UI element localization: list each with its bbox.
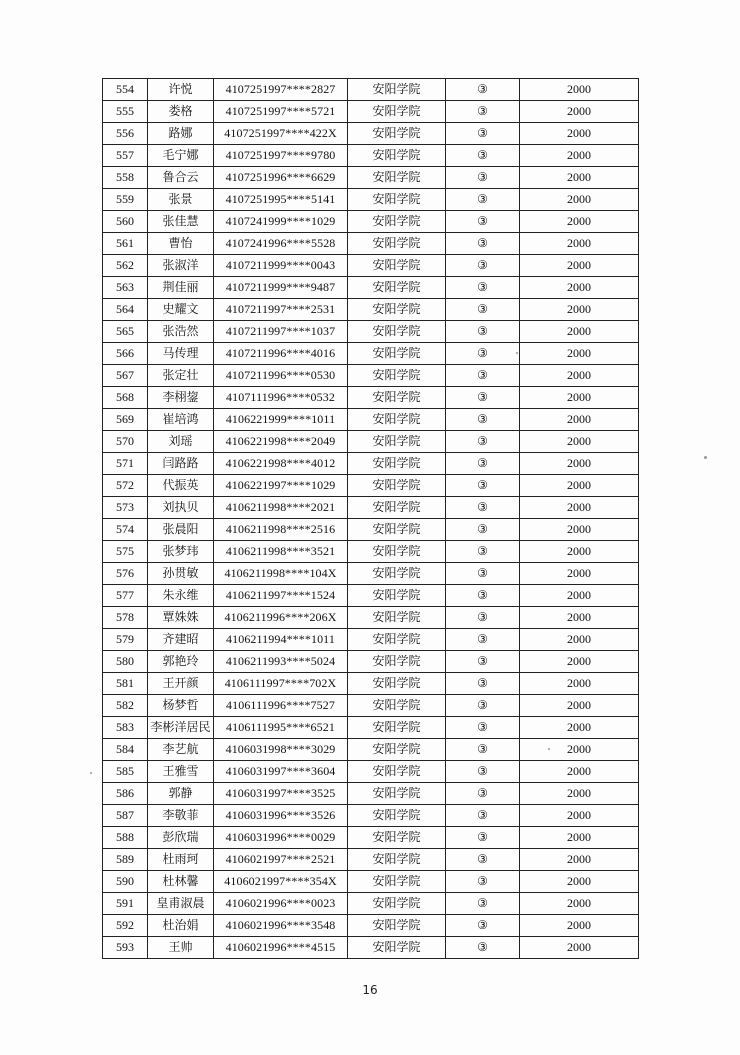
table-row bbox=[103, 189, 639, 211]
grade-level-cell: ③ bbox=[446, 805, 520, 827]
row-number-cell: 572 bbox=[103, 475, 148, 497]
amount-cell: 2000 bbox=[520, 409, 639, 431]
grade-level-cell: ③ bbox=[446, 651, 520, 673]
row-number-cell: 586 bbox=[103, 783, 148, 805]
student-name-cell: 崔培鸿 bbox=[148, 409, 214, 431]
grade-level-cell: ③ bbox=[446, 937, 520, 959]
table-row bbox=[103, 277, 639, 299]
row-number-cell: 569 bbox=[103, 409, 148, 431]
grade-level-cell: ③ bbox=[446, 695, 520, 717]
amount-cell: 2000 bbox=[520, 871, 639, 893]
table-row bbox=[103, 123, 639, 145]
id-number-cell: 4106221999****1011 bbox=[214, 409, 348, 431]
id-number-cell: 4106221997****1029 bbox=[214, 475, 348, 497]
school-cell: 安阳学院 bbox=[348, 717, 446, 739]
row-number-cell: 581 bbox=[103, 673, 148, 695]
grade-level-cell: ③ bbox=[446, 123, 520, 145]
student-name-cell: 史耀文 bbox=[148, 299, 214, 321]
grade-level-cell: ③ bbox=[446, 585, 520, 607]
grade-level-cell: ③ bbox=[446, 189, 520, 211]
grade-level-cell: ③ bbox=[446, 893, 520, 915]
id-number-cell: 4106031998****3029 bbox=[214, 739, 348, 761]
amount-cell: 2000 bbox=[520, 431, 639, 453]
row-number-cell: 578 bbox=[103, 607, 148, 629]
row-number-cell: 592 bbox=[103, 915, 148, 937]
id-number-cell: 4106111995****6521 bbox=[214, 717, 348, 739]
row-number-cell: 576 bbox=[103, 563, 148, 585]
table-row bbox=[103, 673, 639, 695]
amount-cell: 2000 bbox=[520, 717, 639, 739]
school-cell: 安阳学院 bbox=[348, 739, 446, 761]
grade-level-cell: ③ bbox=[446, 101, 520, 123]
id-number-cell: 4107211997****1037 bbox=[214, 321, 348, 343]
id-number-cell: 4107241996****5528 bbox=[214, 233, 348, 255]
id-number-cell: 4107241999****1029 bbox=[214, 211, 348, 233]
grade-level-cell: ③ bbox=[446, 519, 520, 541]
school-cell: 安阳学院 bbox=[348, 277, 446, 299]
amount-cell: 2000 bbox=[520, 827, 639, 849]
id-number-cell: 4107251997****5721 bbox=[214, 101, 348, 123]
school-cell: 安阳学院 bbox=[348, 761, 446, 783]
grade-level-cell: ③ bbox=[446, 79, 520, 101]
amount-cell: 2000 bbox=[520, 563, 639, 585]
row-number-cell: 562 bbox=[103, 255, 148, 277]
student-name-cell: 马传理 bbox=[148, 343, 214, 365]
row-number-cell: 561 bbox=[103, 233, 148, 255]
grade-level-cell: ③ bbox=[446, 761, 520, 783]
table-row bbox=[103, 321, 639, 343]
row-number-cell: 575 bbox=[103, 541, 148, 563]
row-number-cell: 587 bbox=[103, 805, 148, 827]
id-number-cell: 4106211994****1011 bbox=[214, 629, 348, 651]
row-number-cell: 567 bbox=[103, 365, 148, 387]
row-number-cell: 582 bbox=[103, 695, 148, 717]
table-row bbox=[103, 101, 639, 123]
amount-cell: 2000 bbox=[520, 739, 639, 761]
student-name-cell: 刘瑶 bbox=[148, 431, 214, 453]
amount-cell: 2000 bbox=[520, 321, 639, 343]
amount-cell: 2000 bbox=[520, 475, 639, 497]
table-row bbox=[103, 453, 639, 475]
table-row bbox=[103, 387, 639, 409]
row-number-cell: 584 bbox=[103, 739, 148, 761]
table-row bbox=[103, 717, 639, 739]
amount-cell: 2000 bbox=[520, 805, 639, 827]
row-number-cell: 571 bbox=[103, 453, 148, 475]
grade-level-cell: ③ bbox=[446, 629, 520, 651]
row-number-cell: 580 bbox=[103, 651, 148, 673]
school-cell: 安阳学院 bbox=[348, 101, 446, 123]
grade-level-cell: ③ bbox=[446, 783, 520, 805]
school-cell: 安阳学院 bbox=[348, 893, 446, 915]
amount-cell: 2000 bbox=[520, 211, 639, 233]
grade-level-cell: ③ bbox=[446, 277, 520, 299]
grade-level-cell: ③ bbox=[446, 871, 520, 893]
id-number-cell: 4107211997****2531 bbox=[214, 299, 348, 321]
grade-level-cell: ③ bbox=[446, 299, 520, 321]
student-name-cell: 张梦玮 bbox=[148, 541, 214, 563]
student-name-cell: 皇甫淑晨 bbox=[148, 893, 214, 915]
student-name-cell: 张景 bbox=[148, 189, 214, 211]
table-row bbox=[103, 629, 639, 651]
id-number-cell: 4107251997****9780 bbox=[214, 145, 348, 167]
student-name-cell: 杜林馨 bbox=[148, 871, 214, 893]
amount-cell: 2000 bbox=[520, 651, 639, 673]
school-cell: 安阳学院 bbox=[348, 145, 446, 167]
amount-cell: 2000 bbox=[520, 893, 639, 915]
scan-speck bbox=[90, 772, 92, 774]
row-number-cell: 591 bbox=[103, 893, 148, 915]
school-cell: 安阳学院 bbox=[348, 871, 446, 893]
id-number-cell: 4107111996****0532 bbox=[214, 387, 348, 409]
school-cell: 安阳学院 bbox=[348, 695, 446, 717]
grade-level-cell: ③ bbox=[446, 849, 520, 871]
row-number-cell: 568 bbox=[103, 387, 148, 409]
page-number: 16 bbox=[362, 983, 378, 997]
student-name-cell: 齐建昭 bbox=[148, 629, 214, 651]
id-number-cell: 4106021997****354X bbox=[214, 871, 348, 893]
row-number-cell: 560 bbox=[103, 211, 148, 233]
school-cell: 安阳学院 bbox=[348, 79, 446, 101]
amount-cell: 2000 bbox=[520, 79, 639, 101]
id-number-cell: 4107251996****6629 bbox=[214, 167, 348, 189]
amount-cell: 2000 bbox=[520, 497, 639, 519]
grade-level-cell: ③ bbox=[446, 541, 520, 563]
id-number-cell: 4106021996****4515 bbox=[214, 937, 348, 959]
table-row bbox=[103, 409, 639, 431]
id-number-cell: 4106221998****2049 bbox=[214, 431, 348, 453]
school-cell: 安阳学院 bbox=[348, 409, 446, 431]
grade-level-cell: ③ bbox=[446, 607, 520, 629]
table-row bbox=[103, 893, 639, 915]
id-number-cell: 4106031996****3526 bbox=[214, 805, 348, 827]
grade-level-cell: ③ bbox=[446, 409, 520, 431]
student-name-cell: 荆佳丽 bbox=[148, 277, 214, 299]
grade-level-cell: ③ bbox=[446, 255, 520, 277]
amount-cell: 2000 bbox=[520, 189, 639, 211]
student-name-cell: 张浩然 bbox=[148, 321, 214, 343]
school-cell: 安阳学院 bbox=[348, 343, 446, 365]
id-number-cell: 4107251997****2827 bbox=[214, 79, 348, 101]
grade-level-cell: ③ bbox=[446, 739, 520, 761]
grade-level-cell: ③ bbox=[446, 167, 520, 189]
id-number-cell: 4106211996****206X bbox=[214, 607, 348, 629]
table-row bbox=[103, 475, 639, 497]
table-row bbox=[103, 167, 639, 189]
student-name-cell: 郭艳玲 bbox=[148, 651, 214, 673]
id-number-cell: 4106221998****4012 bbox=[214, 453, 348, 475]
row-number-cell: 588 bbox=[103, 827, 148, 849]
table-row bbox=[103, 299, 639, 321]
row-number-cell: 574 bbox=[103, 519, 148, 541]
amount-cell: 2000 bbox=[520, 255, 639, 277]
id-number-cell: 4106211998****2021 bbox=[214, 497, 348, 519]
amount-cell: 2000 bbox=[520, 937, 639, 959]
school-cell: 安阳学院 bbox=[348, 563, 446, 585]
table-row bbox=[103, 651, 639, 673]
grade-level-cell: ③ bbox=[446, 431, 520, 453]
student-name-cell: 郭静 bbox=[148, 783, 214, 805]
table-row bbox=[103, 541, 639, 563]
scan-speck bbox=[704, 456, 707, 459]
student-name-cell: 王开颜 bbox=[148, 673, 214, 695]
table-row bbox=[103, 343, 639, 365]
student-name-cell: 代振英 bbox=[148, 475, 214, 497]
school-cell: 安阳学院 bbox=[348, 387, 446, 409]
school-cell: 安阳学院 bbox=[348, 519, 446, 541]
amount-cell: 2000 bbox=[520, 915, 639, 937]
school-cell: 安阳学院 bbox=[348, 607, 446, 629]
school-cell: 安阳学院 bbox=[348, 167, 446, 189]
row-number-cell: 555 bbox=[103, 101, 148, 123]
table-row bbox=[103, 849, 639, 871]
school-cell: 安阳学院 bbox=[348, 585, 446, 607]
student-name-cell: 王雅雪 bbox=[148, 761, 214, 783]
school-cell: 安阳学院 bbox=[348, 475, 446, 497]
amount-cell: 2000 bbox=[520, 145, 639, 167]
grade-level-cell: ③ bbox=[446, 343, 520, 365]
school-cell: 安阳学院 bbox=[348, 365, 446, 387]
grade-level-cell: ③ bbox=[446, 453, 520, 475]
amount-cell: 2000 bbox=[520, 343, 639, 365]
amount-cell: 2000 bbox=[520, 233, 639, 255]
row-number-cell: 563 bbox=[103, 277, 148, 299]
table-row bbox=[103, 563, 639, 585]
school-cell: 安阳学院 bbox=[348, 233, 446, 255]
table-row bbox=[103, 937, 639, 959]
grade-level-cell: ③ bbox=[446, 563, 520, 585]
grade-level-cell: ③ bbox=[446, 915, 520, 937]
student-name-cell: 路娜 bbox=[148, 123, 214, 145]
student-name-cell: 闫路路 bbox=[148, 453, 214, 475]
id-number-cell: 4106211993****5024 bbox=[214, 651, 348, 673]
row-number-cell: 558 bbox=[103, 167, 148, 189]
student-name-cell: 李艺航 bbox=[148, 739, 214, 761]
school-cell: 安阳学院 bbox=[348, 915, 446, 937]
id-number-cell: 4106021996****0023 bbox=[214, 893, 348, 915]
amount-cell: 2000 bbox=[520, 541, 639, 563]
id-number-cell: 4106111996****7527 bbox=[214, 695, 348, 717]
school-cell: 安阳学院 bbox=[348, 123, 446, 145]
student-name-cell: 杨梦哲 bbox=[148, 695, 214, 717]
table-row bbox=[103, 233, 639, 255]
school-cell: 安阳学院 bbox=[348, 651, 446, 673]
roster-body bbox=[103, 79, 639, 959]
id-number-cell: 4106031997****3604 bbox=[214, 761, 348, 783]
table-row bbox=[103, 145, 639, 167]
table-row bbox=[103, 585, 639, 607]
student-name-cell: 李敬菲 bbox=[148, 805, 214, 827]
school-cell: 安阳学院 bbox=[348, 541, 446, 563]
school-cell: 安阳学院 bbox=[348, 849, 446, 871]
table-row bbox=[103, 739, 639, 761]
school-cell: 安阳学院 bbox=[348, 321, 446, 343]
student-roster-table bbox=[102, 78, 639, 959]
table-row bbox=[103, 497, 639, 519]
grade-level-cell: ③ bbox=[446, 321, 520, 343]
row-number-cell: 585 bbox=[103, 761, 148, 783]
table-row bbox=[103, 211, 639, 233]
student-name-cell: 鲁合云 bbox=[148, 167, 214, 189]
id-number-cell: 4106211997****1524 bbox=[214, 585, 348, 607]
id-number-cell: 4107251995****5141 bbox=[214, 189, 348, 211]
amount-cell: 2000 bbox=[520, 695, 639, 717]
amount-cell: 2000 bbox=[520, 453, 639, 475]
row-number-cell: 573 bbox=[103, 497, 148, 519]
school-cell: 安阳学院 bbox=[348, 937, 446, 959]
table-row bbox=[103, 805, 639, 827]
student-name-cell: 王帅 bbox=[148, 937, 214, 959]
id-number-cell: 4106031997****3525 bbox=[214, 783, 348, 805]
school-cell: 安阳学院 bbox=[348, 299, 446, 321]
grade-level-cell: ③ bbox=[446, 497, 520, 519]
school-cell: 安阳学院 bbox=[348, 431, 446, 453]
student-name-cell: 杜治娟 bbox=[148, 915, 214, 937]
id-number-cell: 4107211999****0043 bbox=[214, 255, 348, 277]
table-row bbox=[103, 827, 639, 849]
row-number-cell: 557 bbox=[103, 145, 148, 167]
student-name-cell: 孙贯敏 bbox=[148, 563, 214, 585]
table-row bbox=[103, 783, 639, 805]
grade-level-cell: ③ bbox=[446, 211, 520, 233]
student-name-cell: 张晨阳 bbox=[148, 519, 214, 541]
grade-level-cell: ③ bbox=[446, 365, 520, 387]
student-name-cell: 毛宁娜 bbox=[148, 145, 214, 167]
student-name-cell: 娄格 bbox=[148, 101, 214, 123]
id-number-cell: 4106021997****2521 bbox=[214, 849, 348, 871]
table-row bbox=[103, 365, 639, 387]
row-number-cell: 570 bbox=[103, 431, 148, 453]
school-cell: 安阳学院 bbox=[348, 805, 446, 827]
amount-cell: 2000 bbox=[520, 299, 639, 321]
id-number-cell: 4107251997****422X bbox=[214, 123, 348, 145]
grade-level-cell: ③ bbox=[446, 673, 520, 695]
amount-cell: 2000 bbox=[520, 585, 639, 607]
row-number-cell: 583 bbox=[103, 717, 148, 739]
student-name-cell: 刘执贝 bbox=[148, 497, 214, 519]
school-cell: 安阳学院 bbox=[348, 211, 446, 233]
row-number-cell: 577 bbox=[103, 585, 148, 607]
amount-cell: 2000 bbox=[520, 519, 639, 541]
student-name-cell: 张定壮 bbox=[148, 365, 214, 387]
student-name-cell: 曹怡 bbox=[148, 233, 214, 255]
row-number-cell: 589 bbox=[103, 849, 148, 871]
amount-cell: 2000 bbox=[520, 761, 639, 783]
student-name-cell: 李彬洋居民 bbox=[148, 717, 214, 739]
table-row bbox=[103, 761, 639, 783]
grade-level-cell: ③ bbox=[446, 145, 520, 167]
school-cell: 安阳学院 bbox=[348, 453, 446, 475]
student-name-cell: 杜雨珂 bbox=[148, 849, 214, 871]
student-name-cell: 李栩鋆 bbox=[148, 387, 214, 409]
school-cell: 安阳学院 bbox=[348, 189, 446, 211]
amount-cell: 2000 bbox=[520, 849, 639, 871]
table-row bbox=[103, 607, 639, 629]
id-number-cell: 4106211998****104X bbox=[214, 563, 348, 585]
student-name-cell: 张佳慧 bbox=[148, 211, 214, 233]
table-row bbox=[103, 871, 639, 893]
id-number-cell: 4107211996****4016 bbox=[214, 343, 348, 365]
table-row bbox=[103, 519, 639, 541]
row-number-cell: 590 bbox=[103, 871, 148, 893]
table-row bbox=[103, 431, 639, 453]
amount-cell: 2000 bbox=[520, 101, 639, 123]
id-number-cell: 4106021996****3548 bbox=[214, 915, 348, 937]
table-row bbox=[103, 695, 639, 717]
row-number-cell: 565 bbox=[103, 321, 148, 343]
table-row bbox=[103, 79, 639, 101]
amount-cell: 2000 bbox=[520, 629, 639, 651]
amount-cell: 2000 bbox=[520, 783, 639, 805]
row-number-cell: 556 bbox=[103, 123, 148, 145]
amount-cell: 2000 bbox=[520, 387, 639, 409]
grade-level-cell: ③ bbox=[446, 827, 520, 849]
grade-level-cell: ③ bbox=[446, 475, 520, 497]
amount-cell: 2000 bbox=[520, 365, 639, 387]
grade-level-cell: ③ bbox=[446, 233, 520, 255]
id-number-cell: 4106111997****702X bbox=[214, 673, 348, 695]
row-number-cell: 579 bbox=[103, 629, 148, 651]
table-row bbox=[103, 255, 639, 277]
row-number-cell: 566 bbox=[103, 343, 148, 365]
school-cell: 安阳学院 bbox=[348, 255, 446, 277]
school-cell: 安阳学院 bbox=[348, 827, 446, 849]
row-number-cell: 564 bbox=[103, 299, 148, 321]
school-cell: 安阳学院 bbox=[348, 673, 446, 695]
student-name-cell: 覃姝姝 bbox=[148, 607, 214, 629]
id-number-cell: 4107211996****0530 bbox=[214, 365, 348, 387]
id-number-cell: 4106211998****2516 bbox=[214, 519, 348, 541]
row-number-cell: 559 bbox=[103, 189, 148, 211]
id-number-cell: 4107211999****9487 bbox=[214, 277, 348, 299]
table-row bbox=[103, 915, 639, 937]
school-cell: 安阳学院 bbox=[348, 629, 446, 651]
amount-cell: 2000 bbox=[520, 277, 639, 299]
grade-level-cell: ③ bbox=[446, 717, 520, 739]
id-number-cell: 4106211998****3521 bbox=[214, 541, 348, 563]
student-name-cell: 许悦 bbox=[148, 79, 214, 101]
row-number-cell: 554 bbox=[103, 79, 148, 101]
amount-cell: 2000 bbox=[520, 167, 639, 189]
amount-cell: 2000 bbox=[520, 673, 639, 695]
row-number-cell: 593 bbox=[103, 937, 148, 959]
school-cell: 安阳学院 bbox=[348, 783, 446, 805]
amount-cell: 2000 bbox=[520, 607, 639, 629]
student-name-cell: 朱永维 bbox=[148, 585, 214, 607]
id-number-cell: 4106031996****0029 bbox=[214, 827, 348, 849]
student-name-cell: 张淑洋 bbox=[148, 255, 214, 277]
amount-cell: 2000 bbox=[520, 123, 639, 145]
grade-level-cell: ③ bbox=[446, 387, 520, 409]
school-cell: 安阳学院 bbox=[348, 497, 446, 519]
student-name-cell: 彭欣瑞 bbox=[148, 827, 214, 849]
